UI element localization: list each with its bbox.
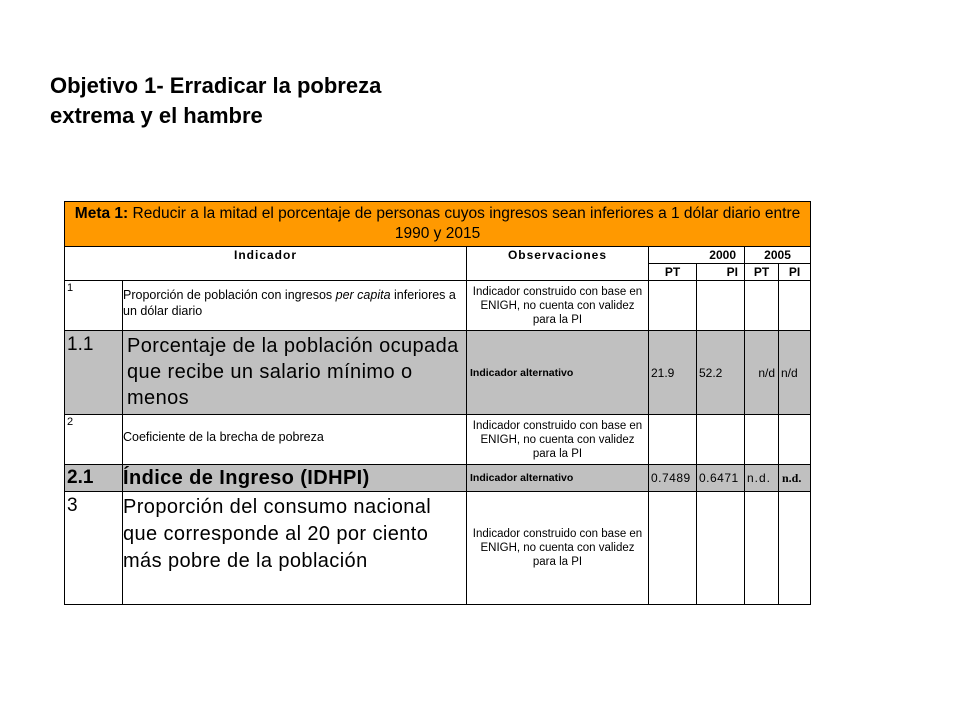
row-description: Proporción del consumo nacional que corresponde al 20 por ciento más pobre de la población: [123, 492, 467, 605]
value-pt-2000: 0.7489: [649, 465, 697, 492]
header-pt-2000: PT: [649, 264, 697, 281]
meta-cell: [65, 202, 811, 247]
value-pt-2000: [649, 492, 697, 605]
value-pi-2005: n.d.: [779, 465, 811, 492]
meta-label: Meta 1:: [74, 205, 129, 222]
row-observation: Indicador construido con base en ENIGH, no cuenta con validez para la PI: [467, 281, 649, 331]
page-title: [50, 71, 381, 131]
table-row: [65, 492, 811, 605]
row-observation: Indicador alternativo: [467, 331, 649, 415]
header-year-2005: 2005: [745, 247, 811, 264]
title-line-1: Objetivo 1- Erradicar la pobreza: [50, 73, 382, 98]
row-observation: Indicador construido con base en ENIGH, no cuenta con validez para la PI: [467, 492, 649, 605]
value-pi-2000: [697, 492, 745, 605]
meta-text: Reducir a la mitad el porcentaje de personas cuyos ingresos sean inferiores a 1 dólar diario entre 1990 y 2015: [128, 205, 801, 242]
value-pt-2005: [745, 415, 779, 465]
row-observation: Indicador construido con base en ENIGH, no cuenta con validez para la PI: [467, 415, 649, 465]
row-description: Coeficiente de la brecha de pobreza: [123, 415, 467, 465]
value-pi-2000: 52.2: [697, 331, 745, 415]
value-pt-2005: n.d.: [745, 465, 779, 492]
table-row: [65, 331, 811, 415]
header-year-2000: 2000: [649, 247, 745, 264]
value-pi-2005: [779, 415, 811, 465]
row-number: 2: [65, 415, 123, 465]
value-pt-2000: [649, 281, 697, 331]
value-pi-2000: 0.6471: [697, 465, 745, 492]
row-description: Porcentaje de la población ocupada que recibe un salario mínimo o menos: [123, 331, 467, 415]
header-pi-2000: PI: [697, 264, 745, 281]
value-pi-2005: n/d: [779, 331, 811, 415]
title-line-2: extrema y el hambre: [50, 103, 263, 128]
value-pi-2005: [779, 492, 811, 605]
row-description: Proporción de población con ingresos per capita inferiores a un dólar diario: [123, 281, 467, 331]
row-number: 2.1: [65, 465, 123, 492]
header-pt-2005: PT: [745, 264, 779, 281]
value-pi-2000: [697, 281, 745, 331]
row-number: 1.1: [65, 331, 123, 415]
table-row: [65, 465, 811, 492]
value-pi-2005: [779, 281, 811, 331]
row-description: Índice de Ingreso (IDHPI): [123, 465, 467, 492]
value-pt-2005: n/d: [745, 331, 779, 415]
meta-row: [65, 202, 811, 247]
table-row: [65, 415, 811, 465]
header-observaciones: Observaciones: [467, 247, 649, 281]
header-row: [65, 247, 811, 264]
value-pt-2005: [745, 492, 779, 605]
table-row: [65, 281, 811, 331]
row-observation: Indicador alternativo: [467, 465, 649, 492]
value-pt-2005: [745, 281, 779, 331]
header-pi-2005: PI: [779, 264, 811, 281]
value-pt-2000: 21.9: [649, 331, 697, 415]
row-number: 1: [65, 281, 123, 331]
indicators-table: [64, 201, 811, 605]
value-pi-2000: [697, 415, 745, 465]
value-pt-2000: [649, 415, 697, 465]
header-indicador: Indicador: [65, 247, 467, 281]
row-number: 3: [65, 492, 123, 605]
